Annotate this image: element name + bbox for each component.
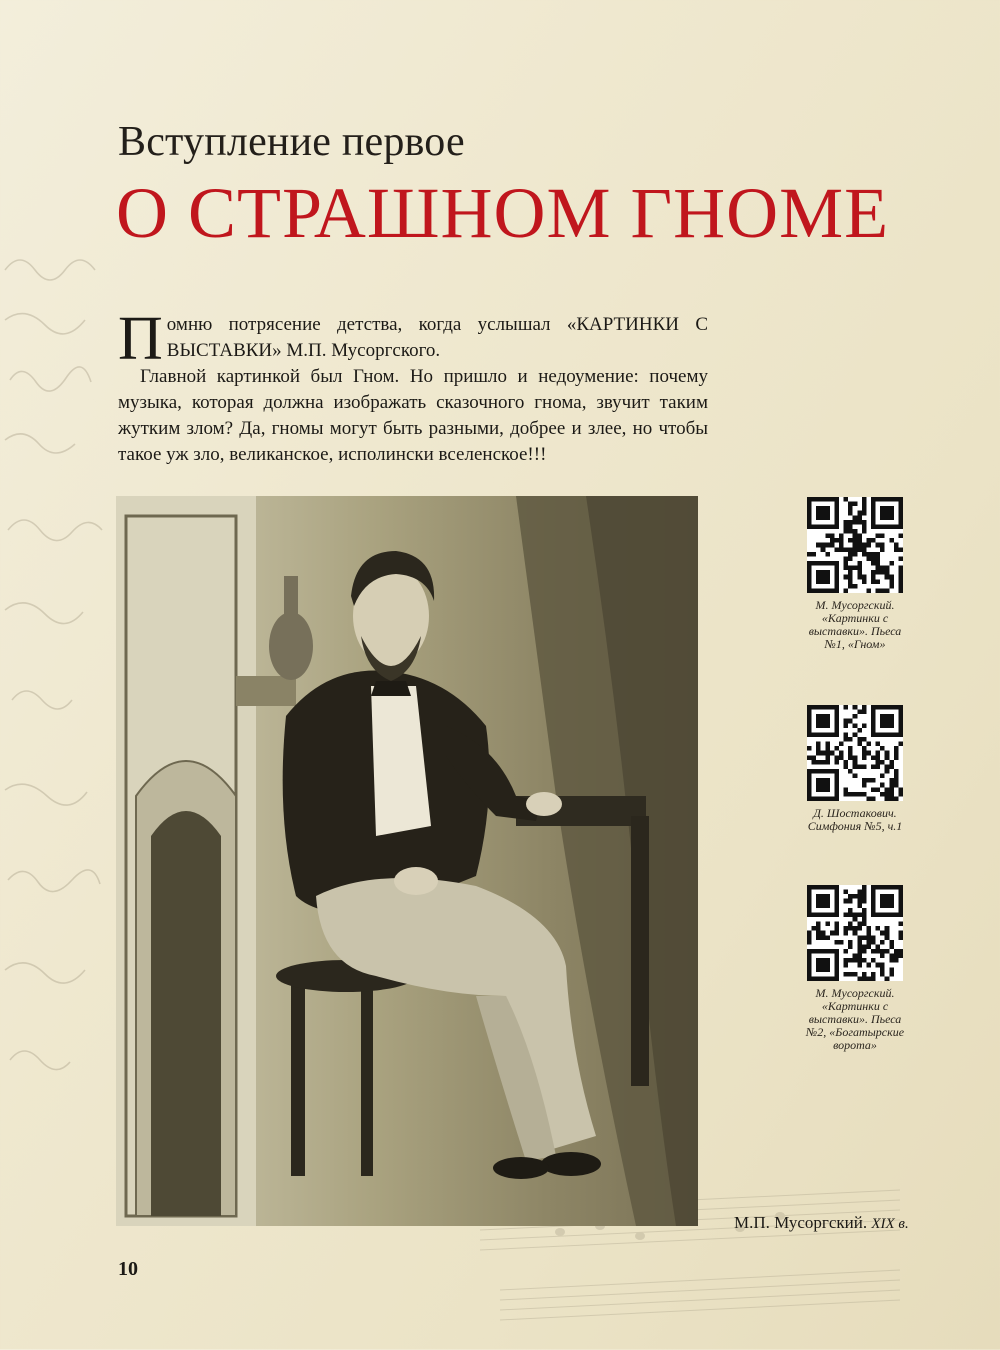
body-text — [118, 305, 708, 468]
dropcap-letter: П — [118, 305, 163, 373]
qr-caption-1: М. Мусоргский. «Картинки с выставки». Пьеса №1, «Гном» — [808, 598, 902, 651]
page-number: 10 — [118, 1258, 138, 1280]
qr-block-1 — [800, 497, 910, 651]
qr-caption-3: М. Мусоргский. «Картинки с выставки». Пьеса №2, «Богатырские ворота» — [805, 986, 905, 1052]
photo-caption — [734, 1213, 909, 1233]
qr-code-1[interactable] — [807, 497, 903, 593]
qr-block-2 — [800, 705, 910, 833]
paragraph-1-text: омню потрясение детства, когда услышал «КАРТИНКИ С ВЫСТАВКИ» М.П. Мусоргского. — [166, 314, 708, 361]
paragraph-2: Главной картинкой был Гном. Но пришло и недоумение: почему музыка, которая должна изображать сказочного гнома, звучит таким жутким злом? Да, гномы могут быть разными, добрее и злее, но чтобы такое уж зло, великанское, исполински вселенское!!! — [118, 366, 708, 465]
paragraph-1 — [118, 305, 708, 373]
photo-caption-name: М.П. Мусоргский. — [734, 1213, 868, 1232]
chapter-title: О СТРАШНОМ ГНОМЕ — [116, 173, 890, 253]
qr-block-3 — [800, 885, 910, 1052]
photo-caption-century: XIX в. — [871, 1216, 909, 1232]
section-subtitle: Вступление первое — [118, 119, 465, 165]
qr-caption-2: Д. Шостакович. Симфония №5, ч.1 — [807, 806, 903, 833]
background-handwriting — [0, 230, 120, 1130]
qr-code-3[interactable] — [807, 885, 903, 981]
portrait-photo — [116, 496, 698, 1226]
qr-code-2[interactable] — [807, 705, 903, 801]
